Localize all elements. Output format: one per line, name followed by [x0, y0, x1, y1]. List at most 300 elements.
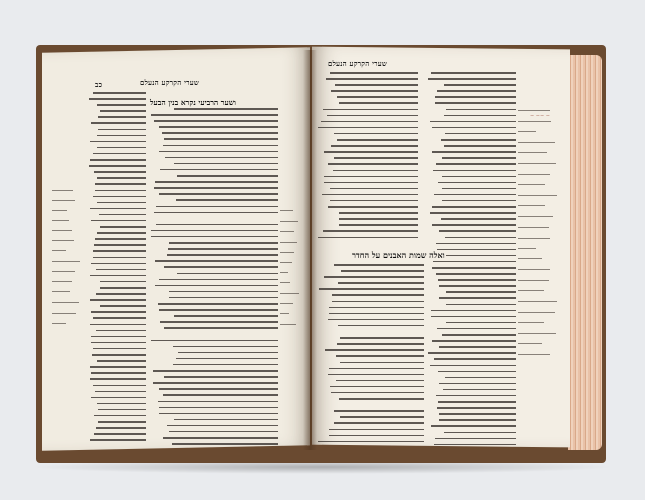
- margin-note-line: [52, 261, 80, 262]
- text-line: [329, 307, 424, 309]
- margin-note-line: [518, 163, 556, 164]
- margin-note-line: [518, 258, 542, 259]
- text-line: [167, 425, 278, 427]
- left-text-column-main: [150, 108, 278, 448]
- text-line: [439, 297, 516, 299]
- text-line: [91, 263, 146, 265]
- text-line: [177, 175, 278, 177]
- text-line: [321, 121, 418, 123]
- text-line: [339, 212, 418, 214]
- text-line: [434, 194, 516, 196]
- text-line: [329, 313, 424, 315]
- text-line: [339, 102, 418, 104]
- text-line: [153, 370, 278, 372]
- text-line: [155, 260, 278, 262]
- text-line: [436, 243, 516, 245]
- margin-note-line: [52, 323, 66, 324]
- text-line: [341, 270, 424, 272]
- text-line: [100, 287, 146, 289]
- text-line: [174, 419, 278, 421]
- text-line: [165, 157, 278, 159]
- margin-note-line: [52, 250, 66, 251]
- text-line: [330, 331, 424, 333]
- text-line: [330, 72, 418, 74]
- text-line: [99, 214, 146, 216]
- text-line: [338, 282, 424, 284]
- text-line: [97, 360, 146, 362]
- text-line: [151, 236, 278, 238]
- text-line: [328, 374, 424, 376]
- right-section-heading: ואלה שמות האבנים על החדר: [352, 250, 445, 260]
- text-line: [154, 120, 278, 122]
- margin-note-line: [52, 190, 73, 191]
- text-line: [328, 206, 418, 208]
- text-line: [164, 266, 278, 268]
- margin-note-line: [280, 262, 292, 263]
- text-line: [330, 200, 418, 202]
- left-text-column-outer: [88, 92, 146, 447]
- text-line: [95, 391, 146, 393]
- margin-note-line: [518, 174, 550, 175]
- text-line: [155, 285, 278, 287]
- text-line: [433, 261, 516, 263]
- text-line: [94, 433, 146, 435]
- text-line: [337, 343, 424, 345]
- text-line: [162, 132, 278, 134]
- text-line: [90, 275, 146, 277]
- text-line: [100, 110, 146, 112]
- text-line: [92, 354, 146, 356]
- text-line: [324, 151, 418, 153]
- text-line: [436, 163, 516, 165]
- text-line: [330, 386, 424, 388]
- text-line: [97, 232, 146, 234]
- text-line: [159, 407, 278, 409]
- text-line: [329, 368, 424, 370]
- text-line: [176, 358, 278, 360]
- text-line: [90, 366, 146, 368]
- margin-note-line: [280, 252, 294, 253]
- text-line: [159, 151, 278, 153]
- text-line: [339, 218, 418, 220]
- margin-note-line: [52, 220, 69, 221]
- text-line: [331, 145, 418, 147]
- text-line: [337, 139, 418, 141]
- margin-note-line: [518, 290, 544, 291]
- text-line: [430, 121, 516, 123]
- text-line: [432, 127, 516, 129]
- left-inner-margin-notes: [280, 210, 300, 410]
- text-line: [334, 264, 424, 266]
- text-line: [154, 212, 278, 214]
- text-line: [442, 188, 516, 190]
- text-line: [89, 98, 146, 100]
- text-line: [91, 122, 146, 124]
- margin-note-line: [518, 343, 542, 344]
- right-text-column-main: [428, 72, 516, 452]
- text-line: [334, 133, 418, 135]
- text-line: [97, 147, 146, 149]
- text-line: [91, 336, 146, 338]
- text-line: [438, 279, 516, 281]
- text-line: [327, 115, 418, 117]
- text-line: [318, 237, 418, 239]
- text-line: [430, 212, 516, 214]
- margin-note-line: [280, 221, 298, 222]
- margin-note-line: [518, 312, 555, 313]
- margin-note-line: [280, 303, 293, 304]
- text-line: [98, 409, 146, 411]
- text-line: [172, 443, 278, 445]
- text-line: [445, 133, 516, 135]
- text-line: [434, 358, 516, 360]
- margin-note-line: [280, 242, 297, 243]
- text-line: [90, 159, 146, 161]
- text-line: [325, 349, 424, 351]
- text-line: [439, 413, 516, 415]
- text-line: [340, 416, 424, 418]
- text-line: [445, 377, 516, 379]
- margin-note-line: [280, 272, 288, 273]
- margin-note-line: [518, 216, 553, 217]
- text-line: [159, 279, 278, 281]
- pencil-annotation: ~ ~~ ~: [530, 113, 550, 119]
- text-line: [322, 194, 418, 196]
- text-line: [330, 188, 418, 190]
- text-line: [96, 293, 146, 295]
- text-line: [437, 407, 516, 409]
- text-line: [91, 397, 146, 399]
- text-line: [332, 294, 424, 296]
- margin-note-line: [518, 121, 551, 122]
- text-line: [159, 126, 278, 128]
- text-line: [163, 145, 278, 147]
- text-line: [177, 273, 278, 275]
- text-line: [100, 281, 146, 283]
- text-line: [442, 200, 516, 202]
- margin-note-line: [280, 324, 296, 325]
- text-line: [431, 310, 516, 312]
- text-line: [93, 348, 146, 350]
- text-line: [169, 297, 278, 299]
- text-line: [433, 170, 516, 172]
- text-line: [319, 288, 424, 290]
- text-line: [93, 250, 146, 252]
- text-line: [151, 340, 278, 342]
- text-line: [446, 255, 516, 257]
- text-line: [446, 291, 516, 293]
- text-line: [435, 102, 516, 104]
- text-line: [90, 141, 146, 143]
- text-line: [91, 220, 146, 222]
- text-line: [439, 383, 516, 385]
- text-line: [337, 96, 418, 98]
- right-text-column-upper-left: [318, 72, 418, 244]
- text-line: [437, 90, 516, 92]
- text-line: [95, 190, 146, 192]
- text-line: [159, 309, 278, 311]
- text-line: [95, 183, 146, 185]
- text-line: [97, 104, 146, 106]
- text-line: [167, 254, 278, 256]
- text-line: [333, 170, 418, 172]
- margin-note-line: [52, 313, 76, 314]
- margin-note-line: [518, 301, 557, 302]
- text-line: [438, 401, 516, 403]
- text-line: [340, 337, 424, 339]
- text-line: [96, 330, 146, 332]
- text-line: [93, 153, 146, 155]
- text-line: [93, 196, 146, 198]
- text-line: [156, 206, 278, 208]
- text-line: [428, 352, 516, 354]
- text-line: [439, 285, 516, 287]
- text-line: [173, 364, 278, 366]
- margin-note-line: [52, 302, 79, 303]
- text-line: [328, 319, 424, 321]
- text-line: [93, 92, 146, 94]
- text-line: [329, 429, 424, 431]
- text-line: [97, 403, 146, 405]
- text-line: [90, 439, 146, 441]
- text-line: [340, 362, 424, 364]
- text-line: [319, 404, 424, 406]
- text-line: [441, 218, 516, 220]
- margin-note-line: [518, 205, 545, 206]
- text-line: [90, 208, 146, 210]
- text-line: [173, 346, 278, 348]
- text-line: [444, 432, 516, 434]
- text-line: [441, 139, 516, 141]
- margin-note-line: [518, 322, 544, 323]
- text-line: [164, 138, 278, 140]
- left-margin-notes: [52, 190, 84, 390]
- text-line: [160, 321, 278, 323]
- text-line: [97, 177, 146, 179]
- text-line: [94, 415, 146, 417]
- right-text-column-lower-left: [318, 264, 424, 454]
- text-line: [334, 157, 418, 159]
- text-line: [154, 187, 278, 189]
- text-line: [100, 305, 146, 307]
- text-line: [432, 224, 516, 226]
- text-line: [94, 171, 146, 173]
- text-line: [93, 317, 146, 319]
- text-line: [158, 401, 278, 403]
- text-line: [334, 410, 424, 412]
- text-line: [339, 398, 424, 400]
- margin-note-line: [518, 280, 549, 281]
- text-line: [94, 244, 146, 246]
- text-line: [318, 127, 418, 129]
- margin-note-line: [518, 269, 550, 270]
- text-line: [444, 84, 516, 86]
- text-line: [151, 230, 278, 232]
- text-line: [326, 78, 418, 80]
- text-line: [438, 371, 516, 373]
- text-line: [97, 202, 146, 204]
- margin-note-line: [52, 210, 67, 211]
- text-line: [439, 346, 516, 348]
- text-line: [443, 389, 516, 391]
- margin-note-line: [52, 281, 72, 282]
- text-line: [90, 378, 146, 380]
- text-line: [339, 224, 418, 226]
- margin-note-line: [52, 200, 75, 201]
- margin-note-line: [280, 231, 294, 232]
- text-line: [174, 108, 278, 110]
- text-line: [436, 273, 516, 275]
- right-margin-notes: [518, 100, 560, 430]
- text-line: [156, 224, 278, 226]
- text-line: [324, 176, 418, 178]
- margin-note-line: [518, 227, 549, 228]
- text-line: [442, 176, 516, 178]
- text-line: [432, 267, 516, 269]
- text-line: [169, 291, 278, 293]
- text-line: [431, 425, 516, 427]
- margin-note-line: [280, 282, 290, 283]
- text-line: [90, 299, 146, 301]
- text-line: [95, 238, 146, 240]
- text-line: [323, 230, 418, 232]
- text-line: [100, 226, 146, 228]
- margin-note-line: [518, 333, 556, 334]
- left-page-number: כב: [95, 80, 103, 89]
- book-gutter: [303, 50, 317, 450]
- text-line: [168, 248, 278, 250]
- text-line: [91, 372, 146, 374]
- text-line: [328, 163, 418, 165]
- margin-note-line: [518, 152, 547, 153]
- margin-note-line: [52, 230, 72, 231]
- text-line: [435, 96, 516, 98]
- text-line: [163, 394, 278, 396]
- margin-note-line: [518, 142, 555, 143]
- text-line: [96, 269, 146, 271]
- text-line: [158, 303, 278, 305]
- left-running-head: שערי הקרקע הנעלם: [140, 78, 200, 87]
- text-line: [446, 322, 516, 324]
- margin-note-line: [518, 238, 550, 239]
- text-line: [93, 385, 146, 387]
- text-line: [336, 355, 424, 357]
- text-line: [338, 325, 424, 327]
- margin-note-line: [280, 313, 289, 314]
- text-line: [90, 324, 146, 326]
- text-line: [446, 304, 516, 306]
- text-line: [164, 376, 278, 378]
- text-line: [436, 395, 516, 397]
- text-line: [428, 78, 516, 80]
- right-running-head: שערי הקרקע הנעלם: [328, 59, 388, 68]
- text-line: [446, 109, 516, 111]
- text-line: [159, 388, 278, 390]
- text-line: [163, 437, 278, 439]
- text-line: [159, 193, 278, 195]
- text-line: [444, 115, 516, 117]
- text-line: [437, 249, 516, 251]
- margin-note-line: [280, 210, 293, 211]
- text-line: [151, 114, 278, 116]
- left-section-heading: ושער הרביעי נקרא בנין הבעל: [150, 98, 236, 107]
- text-line: [98, 129, 146, 131]
- margin-note-line: [52, 291, 70, 292]
- text-line: [442, 334, 516, 336]
- text-line: [437, 328, 516, 330]
- text-line: [174, 315, 278, 317]
- text-line: [169, 242, 278, 244]
- text-line: [96, 427, 146, 429]
- text-line: [434, 444, 516, 446]
- text-line: [439, 230, 516, 232]
- text-line: [331, 392, 424, 394]
- text-line: [178, 352, 278, 354]
- margin-note-line: [280, 293, 299, 294]
- text-line: [331, 90, 418, 92]
- text-line: [442, 157, 516, 159]
- text-line: [336, 380, 424, 382]
- text-line: [432, 340, 516, 342]
- margin-note-line: [52, 240, 74, 241]
- text-line: [335, 84, 418, 86]
- page-edges: [568, 55, 602, 450]
- text-line: [334, 422, 424, 424]
- text-line: [444, 145, 516, 147]
- text-line: [435, 438, 516, 440]
- text-line: [97, 135, 146, 137]
- text-line: [163, 333, 278, 335]
- text-line: [91, 342, 146, 344]
- text-line: [176, 199, 278, 201]
- margin-note-line: [518, 195, 557, 196]
- text-line: [89, 165, 146, 167]
- text-line: [174, 163, 278, 165]
- text-line: [98, 116, 146, 118]
- text-line: [91, 311, 146, 313]
- margin-note-line: [52, 271, 75, 272]
- text-line: [438, 182, 516, 184]
- text-line: [445, 237, 516, 239]
- text-line: [431, 316, 516, 318]
- text-line: [332, 301, 424, 303]
- text-line: [432, 206, 516, 208]
- text-line: [155, 181, 278, 183]
- text-line: [324, 276, 424, 278]
- margin-note-line: [518, 110, 550, 111]
- text-line: [93, 257, 146, 259]
- text-line: [439, 419, 516, 421]
- text-line: [98, 421, 146, 423]
- text-line: [169, 431, 278, 433]
- text-line: [159, 413, 278, 415]
- text-line: [160, 169, 278, 171]
- text-line: [430, 365, 516, 367]
- margin-note-line: [518, 248, 536, 249]
- margin-note-line: [518, 131, 536, 132]
- margin-note-line: [518, 354, 550, 355]
- margin-note-line: [518, 184, 545, 185]
- text-line: [431, 72, 516, 74]
- text-line: [168, 218, 278, 220]
- text-line: [318, 441, 424, 443]
- text-line: [164, 327, 278, 329]
- text-line: [324, 182, 418, 184]
- text-line: [432, 151, 516, 153]
- text-line: [323, 109, 418, 111]
- text-line: [153, 382, 278, 384]
- text-line: [329, 435, 424, 437]
